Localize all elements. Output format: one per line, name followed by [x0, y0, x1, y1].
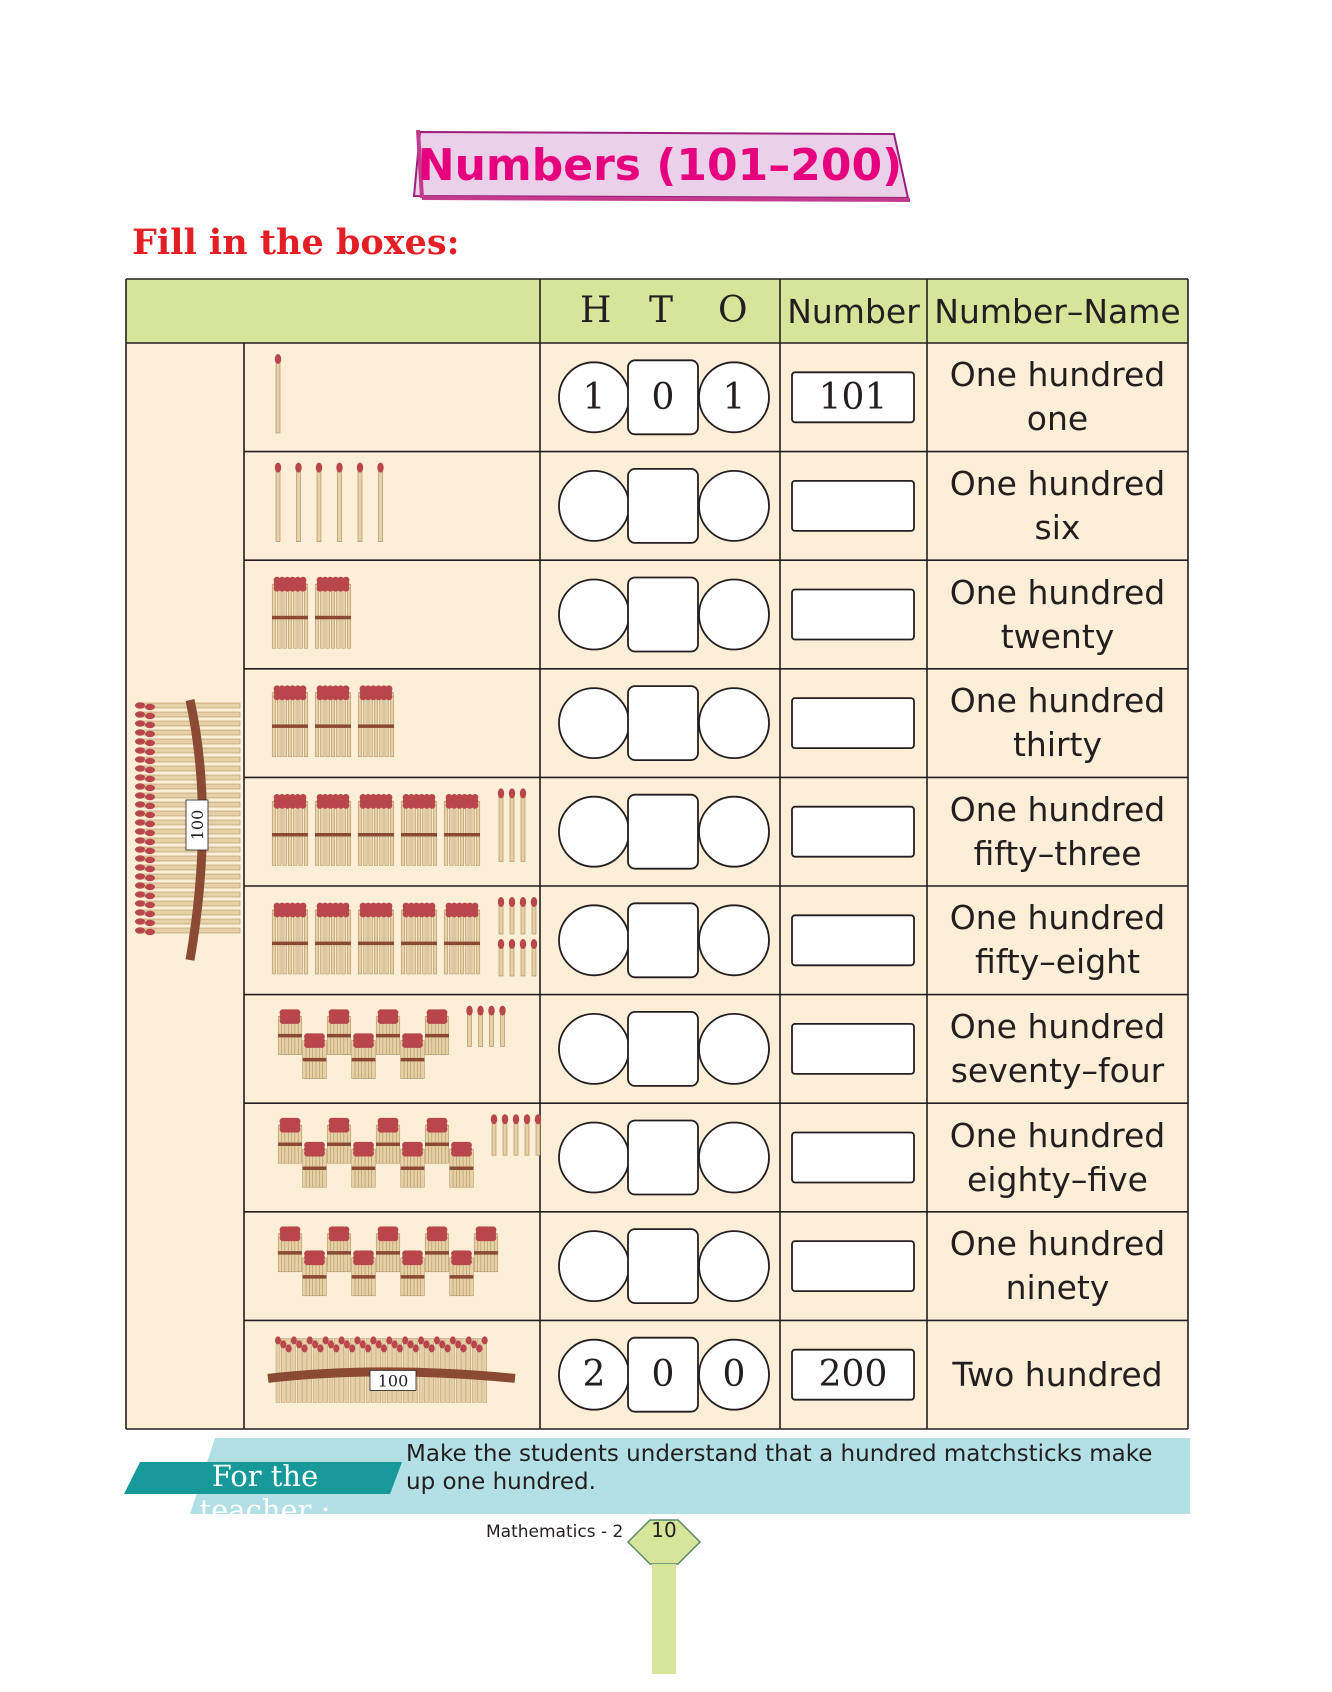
row-1-tens-digit[interactable]: 0 [651, 376, 675, 418]
header-hundreds: H [580, 290, 612, 331]
row-10-tens-digit[interactable]: 0 [651, 1354, 675, 1396]
number-name-line: One hundred [949, 1224, 1166, 1264]
row-10-hundreds-digit[interactable]: 2 [582, 1354, 606, 1396]
teacher-note-label: For the teacher : [199, 1459, 331, 1527]
number-name-line: thirty [1012, 725, 1103, 765]
row-1-hundreds-digit[interactable]: 1 [582, 376, 606, 418]
number-name-line: One hundred [949, 572, 1166, 612]
number-name-line: One hundred [949, 789, 1166, 829]
footer-subject: Mathematics - 2 [486, 1522, 624, 1542]
footer-bar [652, 1564, 676, 1674]
page-title: Numbers (101–200) [417, 139, 903, 191]
row-10-ones-digit[interactable]: 0 [722, 1354, 746, 1396]
number-name-line: One hundred [949, 463, 1166, 503]
header-ones: O [718, 290, 748, 331]
number-name-line: One hundred [949, 355, 1166, 395]
teacher-note-text: Make the students understand that a hundred matchsticks make up one hundred. [406, 1441, 1153, 1495]
instruction-heading: Fill in the boxes: [132, 222, 460, 263]
row-1-number[interactable]: 101 [818, 376, 888, 418]
number-name-line: seventy–four [950, 1050, 1165, 1090]
row-10-number[interactable]: 200 [818, 1354, 888, 1396]
number-name-line: One hundred [949, 1006, 1166, 1046]
number-name-line: fifty–three [973, 833, 1142, 873]
bundle-label: 100 [377, 1371, 409, 1391]
number-name-line: one [1026, 399, 1089, 439]
number-name-line: One hundred [949, 681, 1166, 721]
row-1-ones-digit[interactable]: 1 [722, 376, 746, 418]
bundle-label: 100 [188, 809, 207, 841]
page-number: 10 [651, 1518, 677, 1542]
number-name-line: ninety [1005, 1268, 1110, 1308]
header-number: Number [787, 291, 920, 331]
number-name-line: twenty [1000, 616, 1115, 656]
number-name-line: six [1034, 507, 1081, 547]
number-name-line: Two hundred [952, 1354, 1163, 1394]
header-number-name: Number–Name [934, 291, 1181, 331]
number-name-line: One hundred [949, 898, 1166, 938]
number-name-line: eighty–five [967, 1159, 1148, 1199]
header-tens: T [649, 290, 674, 331]
number-name-line: fifty–eight [974, 942, 1141, 982]
number-name-line: One hundred [949, 1115, 1166, 1155]
